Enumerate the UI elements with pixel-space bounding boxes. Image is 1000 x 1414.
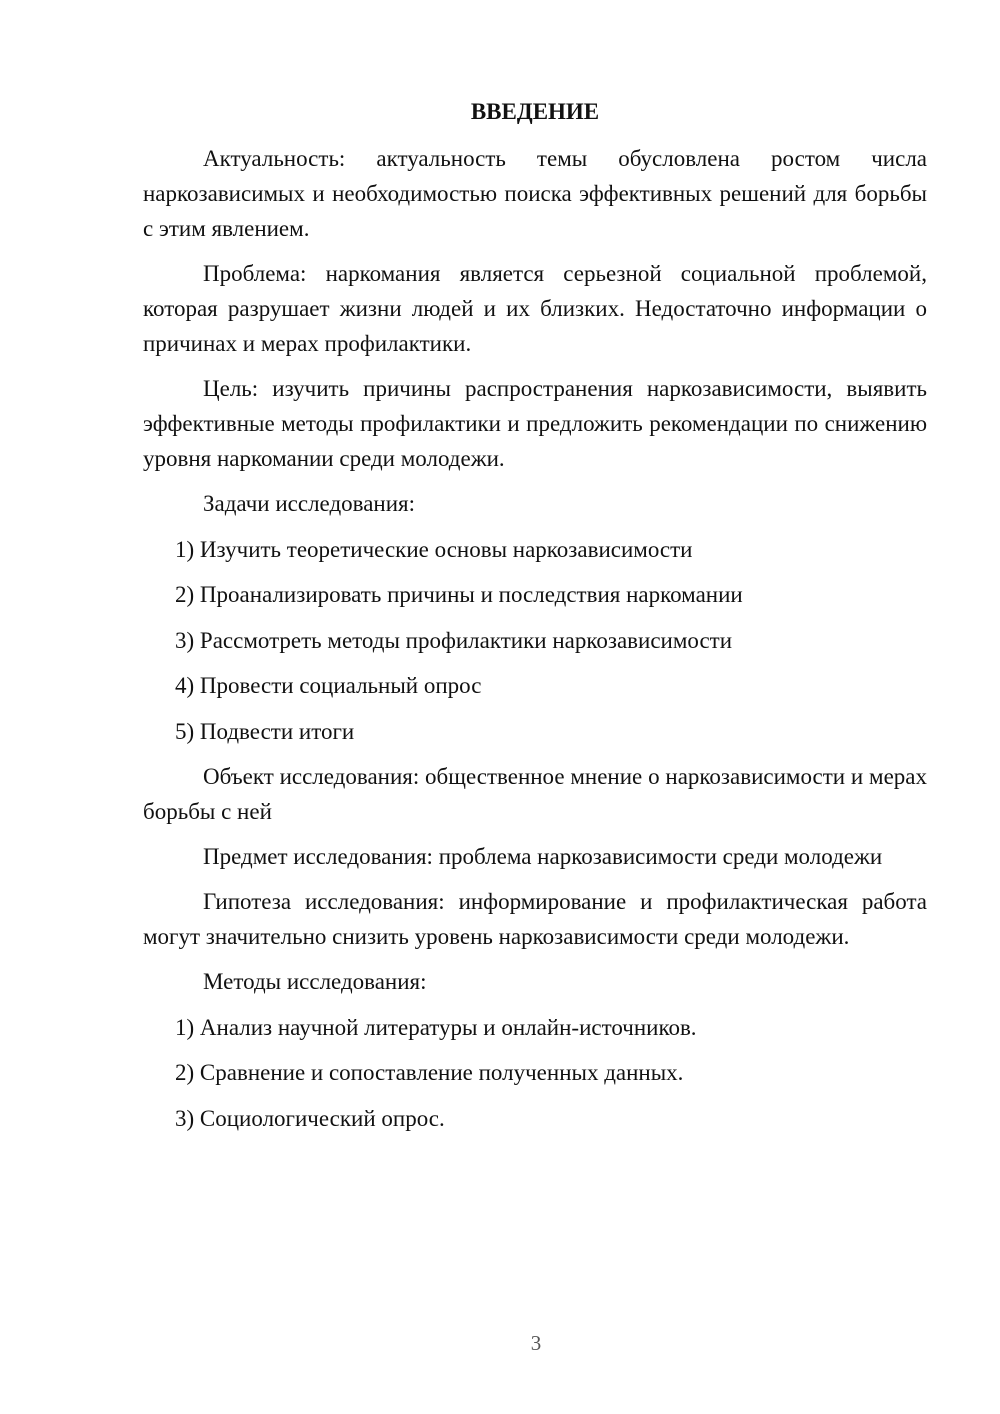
document-page xyxy=(143,94,927,1146)
page-number: 3 xyxy=(530,1331,542,1355)
list-item: 5) Подвести итоги xyxy=(175,718,355,744)
hypothesis-paragraph: Гипотеза исследования: информирование и профилактическая работа могут значительно снизить уровень наркозависимости среди молодежи. xyxy=(143,889,927,949)
list-item: 4) Провести социальный опрос xyxy=(175,673,482,698)
relevance-paragraph: Актуальность: актуальность темы обусловлена ростом числа наркозависимых и необходимостью поиска эффективных решений для борьбы с этим явлением. xyxy=(143,146,927,241)
section-title: ВВЕДЕНИЕ xyxy=(470,99,600,124)
list-item: 1) Анализ научной литературы и онлайн-источников. xyxy=(175,1014,697,1040)
list-item: 3) Социологический опрос. xyxy=(175,1105,445,1131)
list-item: 3) Рассмотреть методы профилактики наркозависимости xyxy=(175,627,733,653)
problem-paragraph: Проблема: наркомания является серьезной социальной проблемой, которая разрушает жизни людей и их близких. Недостаточно информации о причинах и мерах профилактики. xyxy=(143,261,927,356)
methods-list xyxy=(143,1010,927,1136)
goal-paragraph: Цель: изучить причины распространения наркозависимости, выявить эффективные методы профилактики и предложить рекомендации по снижению уровня наркомании среди молодежи. xyxy=(143,376,927,471)
list-item: 2) Проанализировать причины и последствия наркомании xyxy=(175,582,743,607)
tasks-list xyxy=(143,532,927,749)
list-item: 2) Сравнение и сопоставление полученных данных. xyxy=(175,1060,684,1085)
methods-heading: Методы исследования: xyxy=(203,969,427,994)
list-item: 1) Изучить теоретические основы наркозависимости xyxy=(175,536,693,562)
tasks-heading: Задачи исследования: xyxy=(203,491,416,516)
subject-paragraph: Предмет исследования: проблема наркозависимости среди молодежи xyxy=(203,844,883,869)
object-paragraph: Объект исследования: общественное мнение о наркозависимости и мерах борьбы с ней xyxy=(143,764,927,824)
